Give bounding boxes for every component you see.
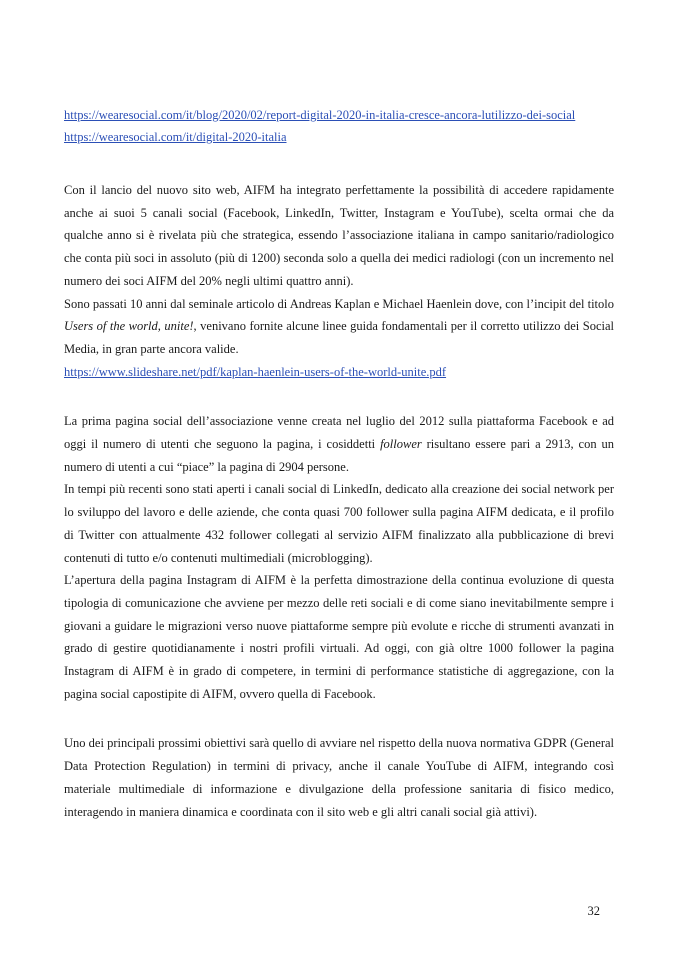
page-content — [64, 104, 614, 823]
link-wearesocial-blog[interactable]: https://wearesocial.com/it/blog/2020/02/report-digital-2020-in-italia-cresce-ancora-lutilizzo-dei-social — [64, 108, 576, 122]
link-wearesocial-digital[interactable]: https://wearesocial.com/it/digital-2020-italia — [64, 130, 287, 144]
link-kaplan-pdf[interactable]: https://www.slideshare.net/pdf/kaplan-haenlein-users-of-the-world-unite.pdf — [64, 364, 447, 379]
paragraph-instagram: L’apertura della pagina Instagram di AIFM è la perfetta dimostrazione della continua evoluzione di questa tipologia di comunicazione che avviene per mezzo delle reti sociali e di come siano inevitabilmente sempre i giovani a guidare le migrazioni verso nuove piattaforme sempre più evolute e ricche di strumenti avanzati in grado di gestire quotidianamente i nostri profili virtuali. Ad oggi, con già oltre 1000 follower la pagina Instagram di AIFM è in grado di competere, in termini di performance statistiche di aggregazione, con la pagina social capostipite di AIFM, ovvero quella di Facebook. — [64, 573, 614, 701]
paragraph-kaplan-before: Sono passati 10 anni dal seminale articolo di Andreas Kaplan e Michael Haenlein dove, con l’incipit del titolo — [64, 296, 614, 311]
paragraph-kaplan-after: , venivano fornite alcune linee guida fondamentali per il corretto utilizzo dei Social Media, in gran parte ancora valide. — [64, 319, 614, 356]
paragraph-youtube: Uno dei principali prossimi obiettivi sarà quello di avviare nel rispetto della nuova normativa GDPR (General Data Protection Regulation) in termini di privacy, anche il canale YouTube di AIFM, integrando così materiale multimediale di informazione e divulgazione della professione sanitaria di fisico medico, interagendo in maniera dinamica e coordinata con il sito web e gli altri canali social già attivi). — [64, 736, 614, 819]
paragraph-kaplan-article — [64, 293, 614, 361]
article-title: Users of the world, unite! — [64, 319, 194, 334]
paragraph-facebook — [64, 410, 614, 478]
paragraph-linkedin-twitter: In tempi più recenti sono stati aperti i canali social di LinkedIn, dedicato alla creazione dei social network per lo sviluppo del lavoro e delle aziende, che conta quasi 700 follower sulla pagina AIFM dedicata, e il profilo di Twitter con attualmente 432 follower collegati al servizio AIFM finalizzato alla pubblicazione di brevi contenuti di tutto e/o contenuti multimediali (microblogging). — [64, 482, 614, 565]
paragraph-facebook-before: La prima pagina social dell’associazione venne creata nel luglio del 2012 sulla piattaforma Facebook e ad oggi il numero di utenti che seguono la pagina, i cosiddetti — [64, 414, 614, 452]
paragraph-facebook-after: risultano essere pari a 2913, con un numero di utenti a cui “piace” la pagina di 2904 persone. — [64, 437, 615, 474]
paragraph-new-website: Con il lancio del nuovo sito web, AIFM ha integrato perfettamente la possibilità di accedere rapidamente anche ai suoi 5 canali social (Facebook, LinkedIn, Twitter, Instagram e YouTube), scelta ormai che da qualche anno si è rivelata più che strategica, essendo l’associazione italiana in campo sanitario/radiologico che conta più soci in assoluto (più di 1200) seconda solo a quella dei medici radiologi (con un incremento nel numero dei soci AIFM del 20% negli ultimi quattro anni). — [64, 183, 614, 288]
page-number: 32 — [587, 904, 600, 918]
reference-links — [64, 104, 614, 148]
follower-term: follower — [380, 437, 422, 452]
